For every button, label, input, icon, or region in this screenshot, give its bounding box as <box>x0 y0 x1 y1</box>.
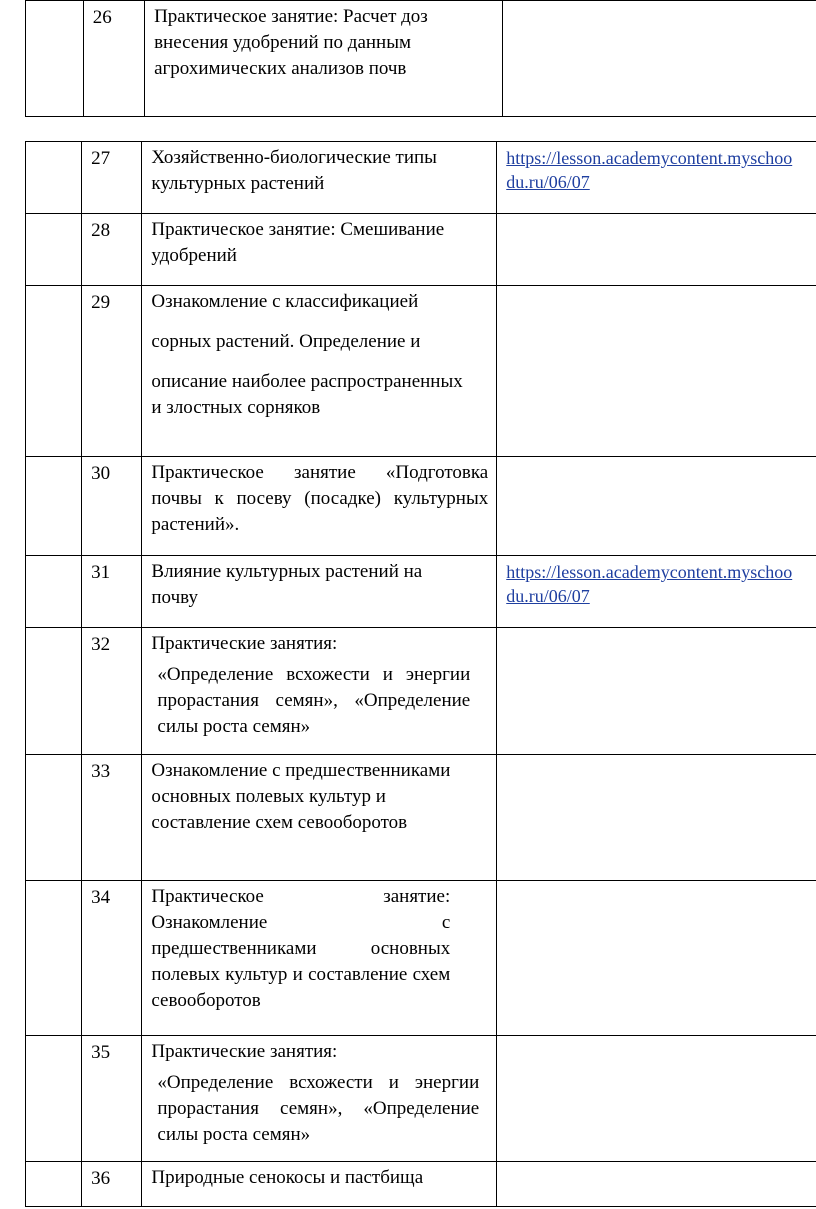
table-row <box>26 881 816 1036</box>
row-number: 30 <box>91 463 111 484</box>
row-number: 35 <box>91 1042 111 1063</box>
topic-line: и злостных сорняков <box>151 397 321 418</box>
resource-cell <box>497 556 816 628</box>
resource-cell <box>497 214 816 286</box>
row-number: 34 <box>91 887 111 908</box>
lesson-table-top <box>25 0 816 117</box>
topic-line: Практические занятия: <box>151 633 338 654</box>
row-number: 32 <box>91 634 111 655</box>
row-number-cell <box>82 457 142 556</box>
resource-cell <box>502 1 816 117</box>
blank-cell <box>26 1036 82 1162</box>
topic-cell <box>142 142 497 214</box>
row-number: 26 <box>92 7 112 28</box>
blank-cell <box>26 881 82 1036</box>
topic-line: «Определение всхожести и энергии прорастания семян», «Определение силы роста семян» <box>157 1072 480 1145</box>
topic-line: Практическое занятие: Расчет доз <box>154 6 428 27</box>
topic-line: сорных растений. Определение и <box>151 331 421 352</box>
topic-cell <box>142 457 497 556</box>
table-row <box>26 214 816 286</box>
row-number-cell <box>82 881 142 1036</box>
row-number-cell <box>82 628 142 755</box>
table-row <box>26 755 816 881</box>
topic-line: культурных растений <box>151 173 325 194</box>
resource-link-line: du.ru/06/07 <box>506 586 590 606</box>
topic-line: Ознакомление с классификацией <box>151 291 419 312</box>
blank-cell <box>26 628 82 755</box>
blank-cell <box>26 755 82 881</box>
table-row <box>26 1036 816 1162</box>
resource-cell <box>497 286 816 457</box>
table-row <box>26 1 816 117</box>
topic-line: почву <box>151 587 198 608</box>
row-number-cell <box>82 286 142 457</box>
topic-line: составление схем севооборотов <box>151 812 408 833</box>
topic-cell <box>142 1162 497 1207</box>
resource-cell <box>497 628 816 755</box>
resource-cell <box>497 881 816 1036</box>
blank-cell <box>26 286 82 457</box>
topic-line: «Определение всхожести и энергии прорастания семян», «Определение силы роста семян» <box>157 664 471 737</box>
row-number-cell <box>82 1036 142 1162</box>
topic-cell <box>142 1036 497 1162</box>
topic-line: удобрений <box>151 245 237 266</box>
topic-cell <box>142 881 497 1036</box>
blank-cell <box>26 214 82 286</box>
row-number: 28 <box>91 220 111 241</box>
lesson-table <box>25 141 816 1207</box>
table-row <box>26 1162 816 1207</box>
resource-cell <box>497 457 816 556</box>
blank-cell <box>26 457 82 556</box>
blank-cell <box>26 556 82 628</box>
topic-line: Влияние культурных растений на <box>151 561 423 582</box>
topic-line: основных полевых культур и <box>151 786 386 807</box>
resource-link[interactable] <box>497 556 816 608</box>
row-number-cell <box>82 1162 142 1207</box>
resource-cell <box>497 142 816 214</box>
topic-line: описание наиболее распространенных <box>151 371 463 392</box>
resource-link-line: https://lesson.academycontent.myschoo <box>506 148 793 168</box>
blank-cell <box>26 142 82 214</box>
topic-cell <box>142 286 497 457</box>
row-number-cell <box>82 755 142 881</box>
resource-cell <box>497 1036 816 1162</box>
topic-line: Хозяйственно-биологические типы <box>151 147 437 168</box>
topic-line: Природные сенокосы и пастбища <box>151 1167 424 1188</box>
row-number: 36 <box>91 1168 111 1189</box>
topic-cell <box>142 755 497 881</box>
resource-link[interactable] <box>497 142 816 194</box>
resource-link-line: du.ru/06/07 <box>506 172 590 192</box>
row-number-cell <box>82 142 142 214</box>
row-number: 27 <box>91 148 111 169</box>
row-number-cell <box>82 556 142 628</box>
topic-cell <box>145 1 503 117</box>
table-row <box>26 286 816 457</box>
blank-cell <box>26 1162 82 1207</box>
topic-cell <box>142 628 497 755</box>
row-number: 29 <box>91 292 111 313</box>
table-row <box>26 556 816 628</box>
table-row <box>26 142 816 214</box>
row-number: 33 <box>91 761 111 782</box>
table-row <box>26 457 816 556</box>
topic-line: внесения удобрений по данным <box>154 32 412 53</box>
topic-line: Практическое занятие: Смешивание <box>151 219 445 240</box>
topic-cell <box>142 214 497 286</box>
topic-line: Практическое занятие: Ознакомление с предшественниками основных полевых культур и составление схем севооборотов <box>151 886 451 1011</box>
row-number-cell <box>82 214 142 286</box>
table-row <box>26 628 816 755</box>
row-number: 31 <box>91 562 111 583</box>
resource-cell <box>497 755 816 881</box>
row-number-cell <box>83 1 144 117</box>
resource-cell <box>497 1162 816 1207</box>
resource-link-line: https://lesson.academycontent.myschoo <box>506 562 793 582</box>
topic-line: агрохимических анализов почв <box>154 58 407 79</box>
topic-cell <box>142 556 497 628</box>
topic-line: Практические занятия: <box>151 1041 338 1062</box>
blank-cell <box>26 1 84 117</box>
topic-line: Практическое занятие «Подготовка почвы к посеву (посадке) культурных растений». <box>151 462 489 535</box>
topic-line: Ознакомление с предшественниками <box>151 760 451 781</box>
